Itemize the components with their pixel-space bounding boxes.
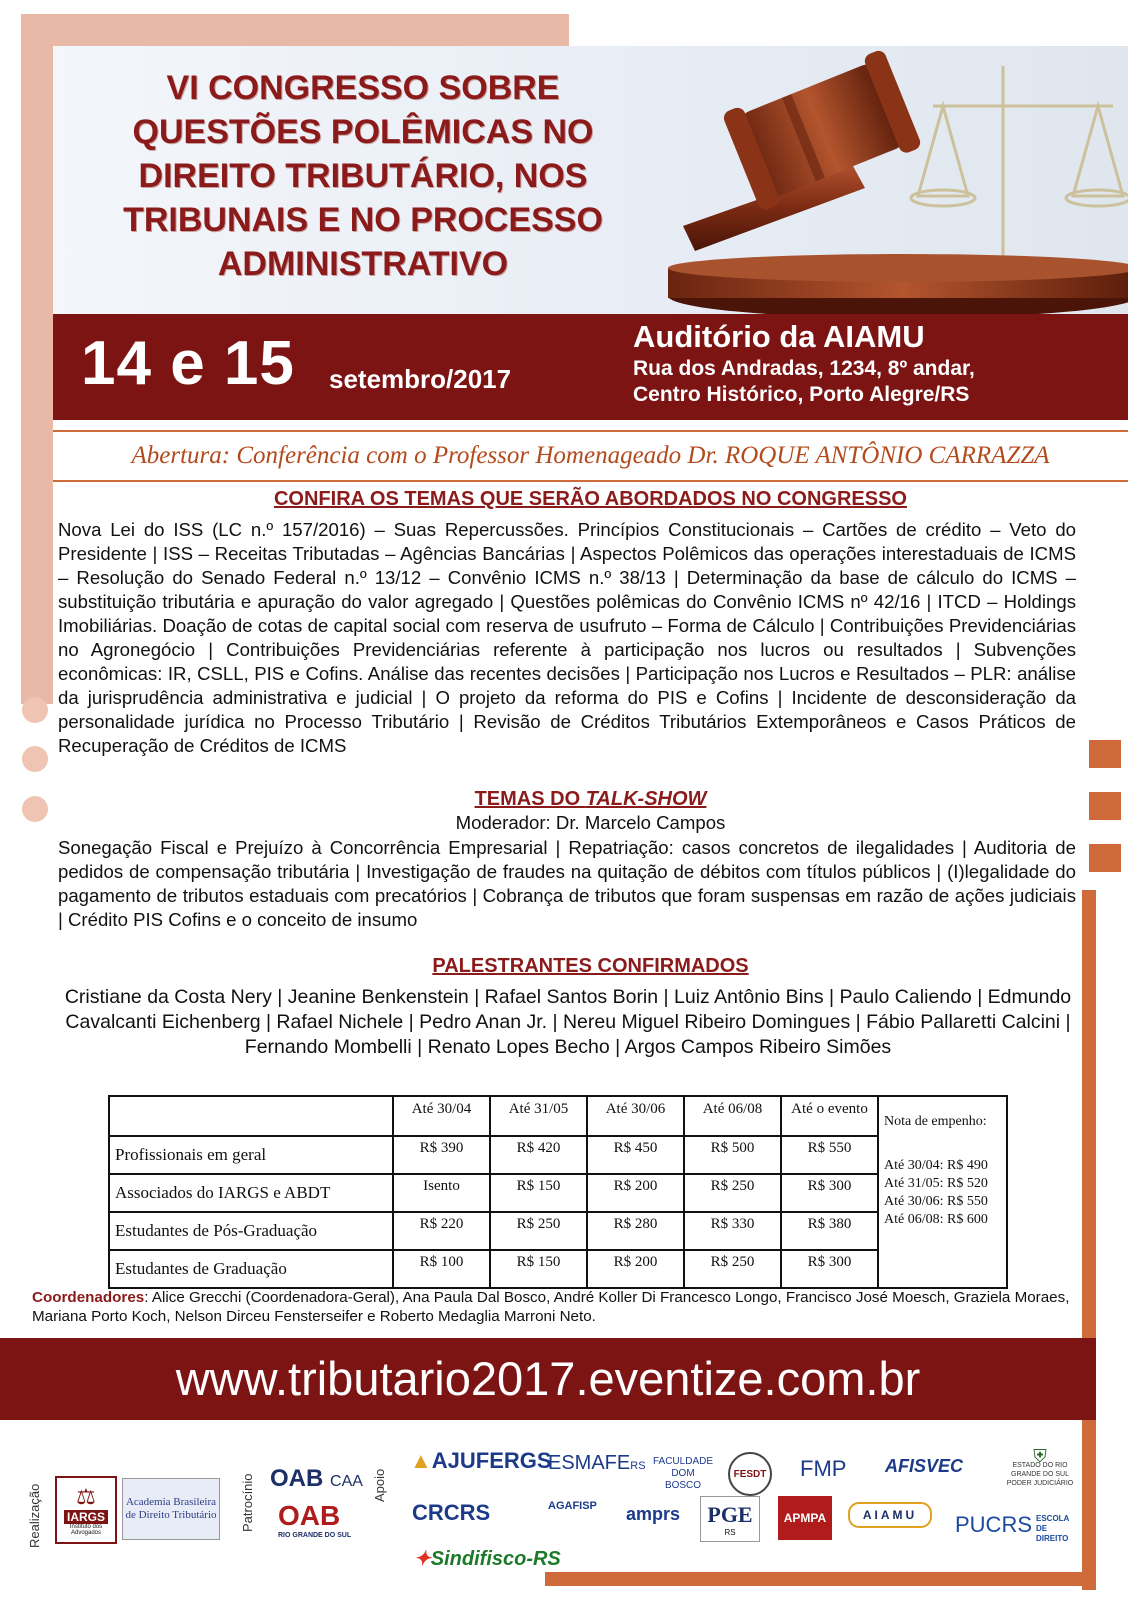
dombosco-logo: FACULDADE DOM BOSCO <box>652 1456 713 1491</box>
iargs-logo <box>55 1476 117 1544</box>
caa-logo-text: CAA <box>330 1473 363 1490</box>
talkshow-heading-prefix: TEMAS DO <box>474 788 586 810</box>
title-line: QUESTÕES POLÊMICAS NO <box>132 113 594 151</box>
price-cell: R$ 200 <box>587 1250 684 1288</box>
pge-logo-subtext: RS <box>724 1527 736 1537</box>
topics-text: Nova Lei do ISS (LC n.º 157/2016) – Suas Repercussões. Princípios Constitucionais – Cartões de crédito – Veto do Presidente | ISS – Receitas Tributadas – Agências Bancárias | Aspectos Polêmicos das operações interestaduais de ICMS – Resolução do Senado Federal n.º 13/12 – Convênio ICMS n.º 38/13 | Determinação da base de cálculo do ICMS – substituição tributária e apuração do valor agregado | Questões polêmicas do Convênio ICMS nº 42/16 | ITCD – Holdings Imobiliárias. Doação de cotas de capital social com reserva de usufruto – Forma de Cálculo | Contribuições Previdenciárias no Agronegócio | Contribuições Previdenciárias referente à participação nos lucros ou resultados | Subvenções econômicas: IR, CSLL, PIS e Cofins. Análise das recentes decisões | Participação nos Lucros e Resultados – PLR: análise da jurisprudência administrativa e judicial | O projeto da reforma do PIS e Cofins | Incidente de desconsideração da personalidade jurídica no Processo Tributário | Revisão de Créditos Tributários Extemporâneos e Casos Práticos de Recuperação de Créditos de ICMS <box>58 519 1076 756</box>
price-cell: R$ 100 <box>393 1250 490 1288</box>
event-month-year: setembro/2017 <box>329 364 512 394</box>
oab-rs-subtext: RIO GRANDE DO SUL <box>278 1532 352 1539</box>
oab-logo-text: OAB <box>270 1465 324 1492</box>
crcrs-logo: CRCRS <box>412 1500 491 1525</box>
row-label: Estudantes de Pós-Graduação <box>109 1212 393 1250</box>
price-cell: R$ 550 <box>781 1136 878 1174</box>
coordinators-label: Coordenadores <box>32 1289 145 1306</box>
price-cell: R$ 300 <box>781 1174 878 1212</box>
table-corner-cell <box>109 1096 393 1136</box>
price-cell: R$ 330 <box>684 1212 781 1250</box>
price-cell: R$ 380 <box>781 1212 878 1250</box>
topics-heading: CONFIRA OS TEMAS QUE SERÃO ABORDADOS NO CONGRESSO <box>273 488 907 510</box>
abdt-logo: Academia Brasileira de Direito Tributário <box>122 1478 220 1540</box>
sindifisco-logo <box>414 1546 561 1571</box>
iargs-logo-subtext: Instituto dos Advogados <box>69 1524 103 1536</box>
patrocinio-label: Patrocínio <box>240 1473 255 1532</box>
fmp-logo: FMP <box>800 1456 847 1481</box>
decor-square <box>1089 740 1121 768</box>
table-column-header: Até o evento <box>781 1096 878 1136</box>
payment-note <box>878 1096 1007 1288</box>
price-cell: R$ 250 <box>684 1174 781 1212</box>
agafisp-logo: AGAFISP <box>548 1500 597 1512</box>
price-cell: R$ 150 <box>490 1174 587 1212</box>
gavel-image <box>643 46 1128 314</box>
price-cell: R$ 280 <box>587 1212 684 1250</box>
price-cell: R$ 390 <box>393 1136 490 1174</box>
opening-conference: Abertura: Conferência com o Professor Homenageado Dr. ROQUE ANTÔNIO CARRAZZA <box>53 430 1128 482</box>
coordinators-text: : Alice Grecchi (Coordenadora-Geral), Ana Paula Dal Bosco, André Koller Di Francesco Longo, Francisco José Moesch, Graziela Moraes, Mariana Porto Koch, Nelson Dirceu Fensterseifer e Roberto Medaglia Marroni Neto. <box>32 1289 1070 1325</box>
speakers-heading: PALESTRANTES CONFIRMADOS <box>432 955 749 977</box>
talkshow-moderator: Moderador: Dr. Marcelo Campos <box>455 812 726 833</box>
event-website-link[interactable]: www.tributario2017.eventize.com.br <box>0 1338 1096 1420</box>
afisvec-logo: AFISVEC <box>885 1456 964 1476</box>
star-icon: ✦ <box>414 1548 431 1570</box>
title-line: DIREITO TRIBUTÁRIO, NOS <box>138 157 588 195</box>
table-row <box>109 1136 1007 1174</box>
pge-logo-text: PGE <box>707 1501 753 1527</box>
payment-note-line: Até 06/08: R$ 600 <box>884 1212 988 1227</box>
esmafe-logo-text: ESMAFE <box>548 1452 631 1474</box>
decor-dot <box>22 796 48 822</box>
venue-address-line: Rua dos Andradas, 1234, 8º andar, <box>633 357 975 380</box>
price-cell: R$ 220 <box>393 1212 490 1250</box>
oab-rs-logo: OAB <box>278 1500 341 1531</box>
decor-dot <box>22 746 48 772</box>
payment-note-line: Até 30/04: R$ 490 <box>884 1158 988 1173</box>
date-venue-band <box>53 314 1128 420</box>
decor-dot <box>22 697 48 723</box>
talkshow-heading <box>53 788 1128 811</box>
price-cell: Isento <box>393 1174 490 1212</box>
pucrs-logo: PUCRS <box>955 1512 1033 1537</box>
table-row <box>109 1174 1007 1212</box>
pucrs-logo-subtext: ESCOLA DE DIREITO <box>1036 1514 1070 1543</box>
decor-frame-top <box>21 14 569 46</box>
ajufergs-logo-text: AJUFERGS <box>431 1448 552 1473</box>
coordinators <box>32 1288 1082 1326</box>
row-label: Estudantes de Graduação <box>109 1250 393 1288</box>
apmpa-logo: APMPA <box>778 1496 832 1540</box>
amprs-logo: amprs <box>626 1504 681 1524</box>
decor-frame-left <box>21 14 53 704</box>
fesdt-logo: FESDT <box>728 1452 772 1496</box>
esmafe-logo-suffix: RS <box>630 1460 646 1472</box>
price-cell: R$ 250 <box>490 1212 587 1250</box>
price-cell: R$ 200 <box>587 1174 684 1212</box>
price-cell: R$ 500 <box>684 1136 781 1174</box>
price-cell: R$ 420 <box>490 1136 587 1174</box>
decor-square <box>1089 844 1121 872</box>
pge-logo <box>700 1496 760 1542</box>
payment-note-line: Até 30/06: R$ 550 <box>884 1194 988 1209</box>
price-cell: R$ 300 <box>781 1250 878 1288</box>
realizacao-label: Realização <box>27 1483 42 1548</box>
table-row <box>109 1250 1007 1288</box>
iargs-logo-text: IARGS <box>64 1510 108 1524</box>
aiamu-logo: AIAMU <box>848 1502 932 1528</box>
header-banner <box>53 46 1128 314</box>
price-cell: R$ 450 <box>587 1136 684 1174</box>
table-column-header: Até 06/08 <box>684 1096 781 1136</box>
triangle-icon: ▲ <box>410 1448 432 1473</box>
row-label: Profissionais em geral <box>109 1136 393 1174</box>
event-title <box>53 66 673 286</box>
event-dates: 14 e 15 <box>81 329 295 398</box>
oab-caa-logo <box>270 1465 363 1493</box>
venue-name: Auditório da AIAMU <box>633 319 925 354</box>
coat-of-arms-icon: ⛨ <box>1033 1446 1047 1466</box>
price-table <box>108 1095 1008 1289</box>
table-row <box>109 1212 1007 1250</box>
payment-note-title: Nota de empenho: <box>884 1114 987 1129</box>
sindifisco-logo-text: Sindifisco-RS <box>430 1548 561 1570</box>
esmafe-logo <box>548 1452 646 1475</box>
speakers-list: Cristiane da Costa Nery | Jeanine Benkenstein | Rafael Santos Borin | Luiz Antônio Bins | Paulo Caliendo | Edmundo Cavalcanti Eichenberg | Rafael Nichele | Pedro Anan Jr. | Nereu Miguel Ribeiro Domingues | Fábio Pallaretti Calcini | Fernando Mombelli | Renato Lopes Becho | Argos Campos Ribeiro Simões <box>64 986 1072 1058</box>
title-line: ADMINISTRATIVO <box>217 245 509 283</box>
table-column-header: Até 31/05 <box>490 1096 587 1136</box>
price-cell: R$ 250 <box>684 1250 781 1288</box>
title-line: TRIBUNAIS E NO PROCESSO <box>123 201 603 239</box>
estado-rs-logo-text: ESTADO DO RIO GRANDE DO SUL PODER JUDICIÁRIO <box>1006 1462 1074 1487</box>
scale-icon: ⚖ <box>76 1484 96 1509</box>
talkshow-heading-italic: TALK-SHOW <box>585 788 707 810</box>
decor-frame-right <box>1082 890 1096 1590</box>
apoio-label: Apoio <box>372 1468 387 1502</box>
row-label: Associados do IARGS e ABDT <box>109 1174 393 1212</box>
price-cell: R$ 150 <box>490 1250 587 1288</box>
table-header-row <box>109 1096 1007 1136</box>
venue-address-line: Centro Histórico, Porto Alegre/RS <box>633 383 970 406</box>
talkshow-text: Sonegação Fiscal e Prejuízo à Concorrência Empresarial | Repatriação: casos concretos de ilegalidades | Auditoria de pedidos de compensação tributária | Investigação de fraudes na quitação de débitos com títulos públicos | (I)legalidade do pagamento de tributos estaduais com precatórios | Cobrança de tributos que foram suspensas em razão de ações judiciais | Crédito PIS Cofins e o conceito de insumo <box>58 837 1076 930</box>
table-column-header: Até 30/04 <box>393 1096 490 1136</box>
title-line: VI CONGRESSO SOBRE <box>166 69 560 107</box>
venue <box>633 318 975 408</box>
ajufergs-logo <box>410 1448 552 1474</box>
payment-note-line: Até 31/05: R$ 520 <box>884 1176 988 1191</box>
table-column-header: Até 30/06 <box>587 1096 684 1136</box>
estado-rs-logo <box>1000 1446 1080 1488</box>
decor-frame-bottom <box>545 1572 1096 1586</box>
